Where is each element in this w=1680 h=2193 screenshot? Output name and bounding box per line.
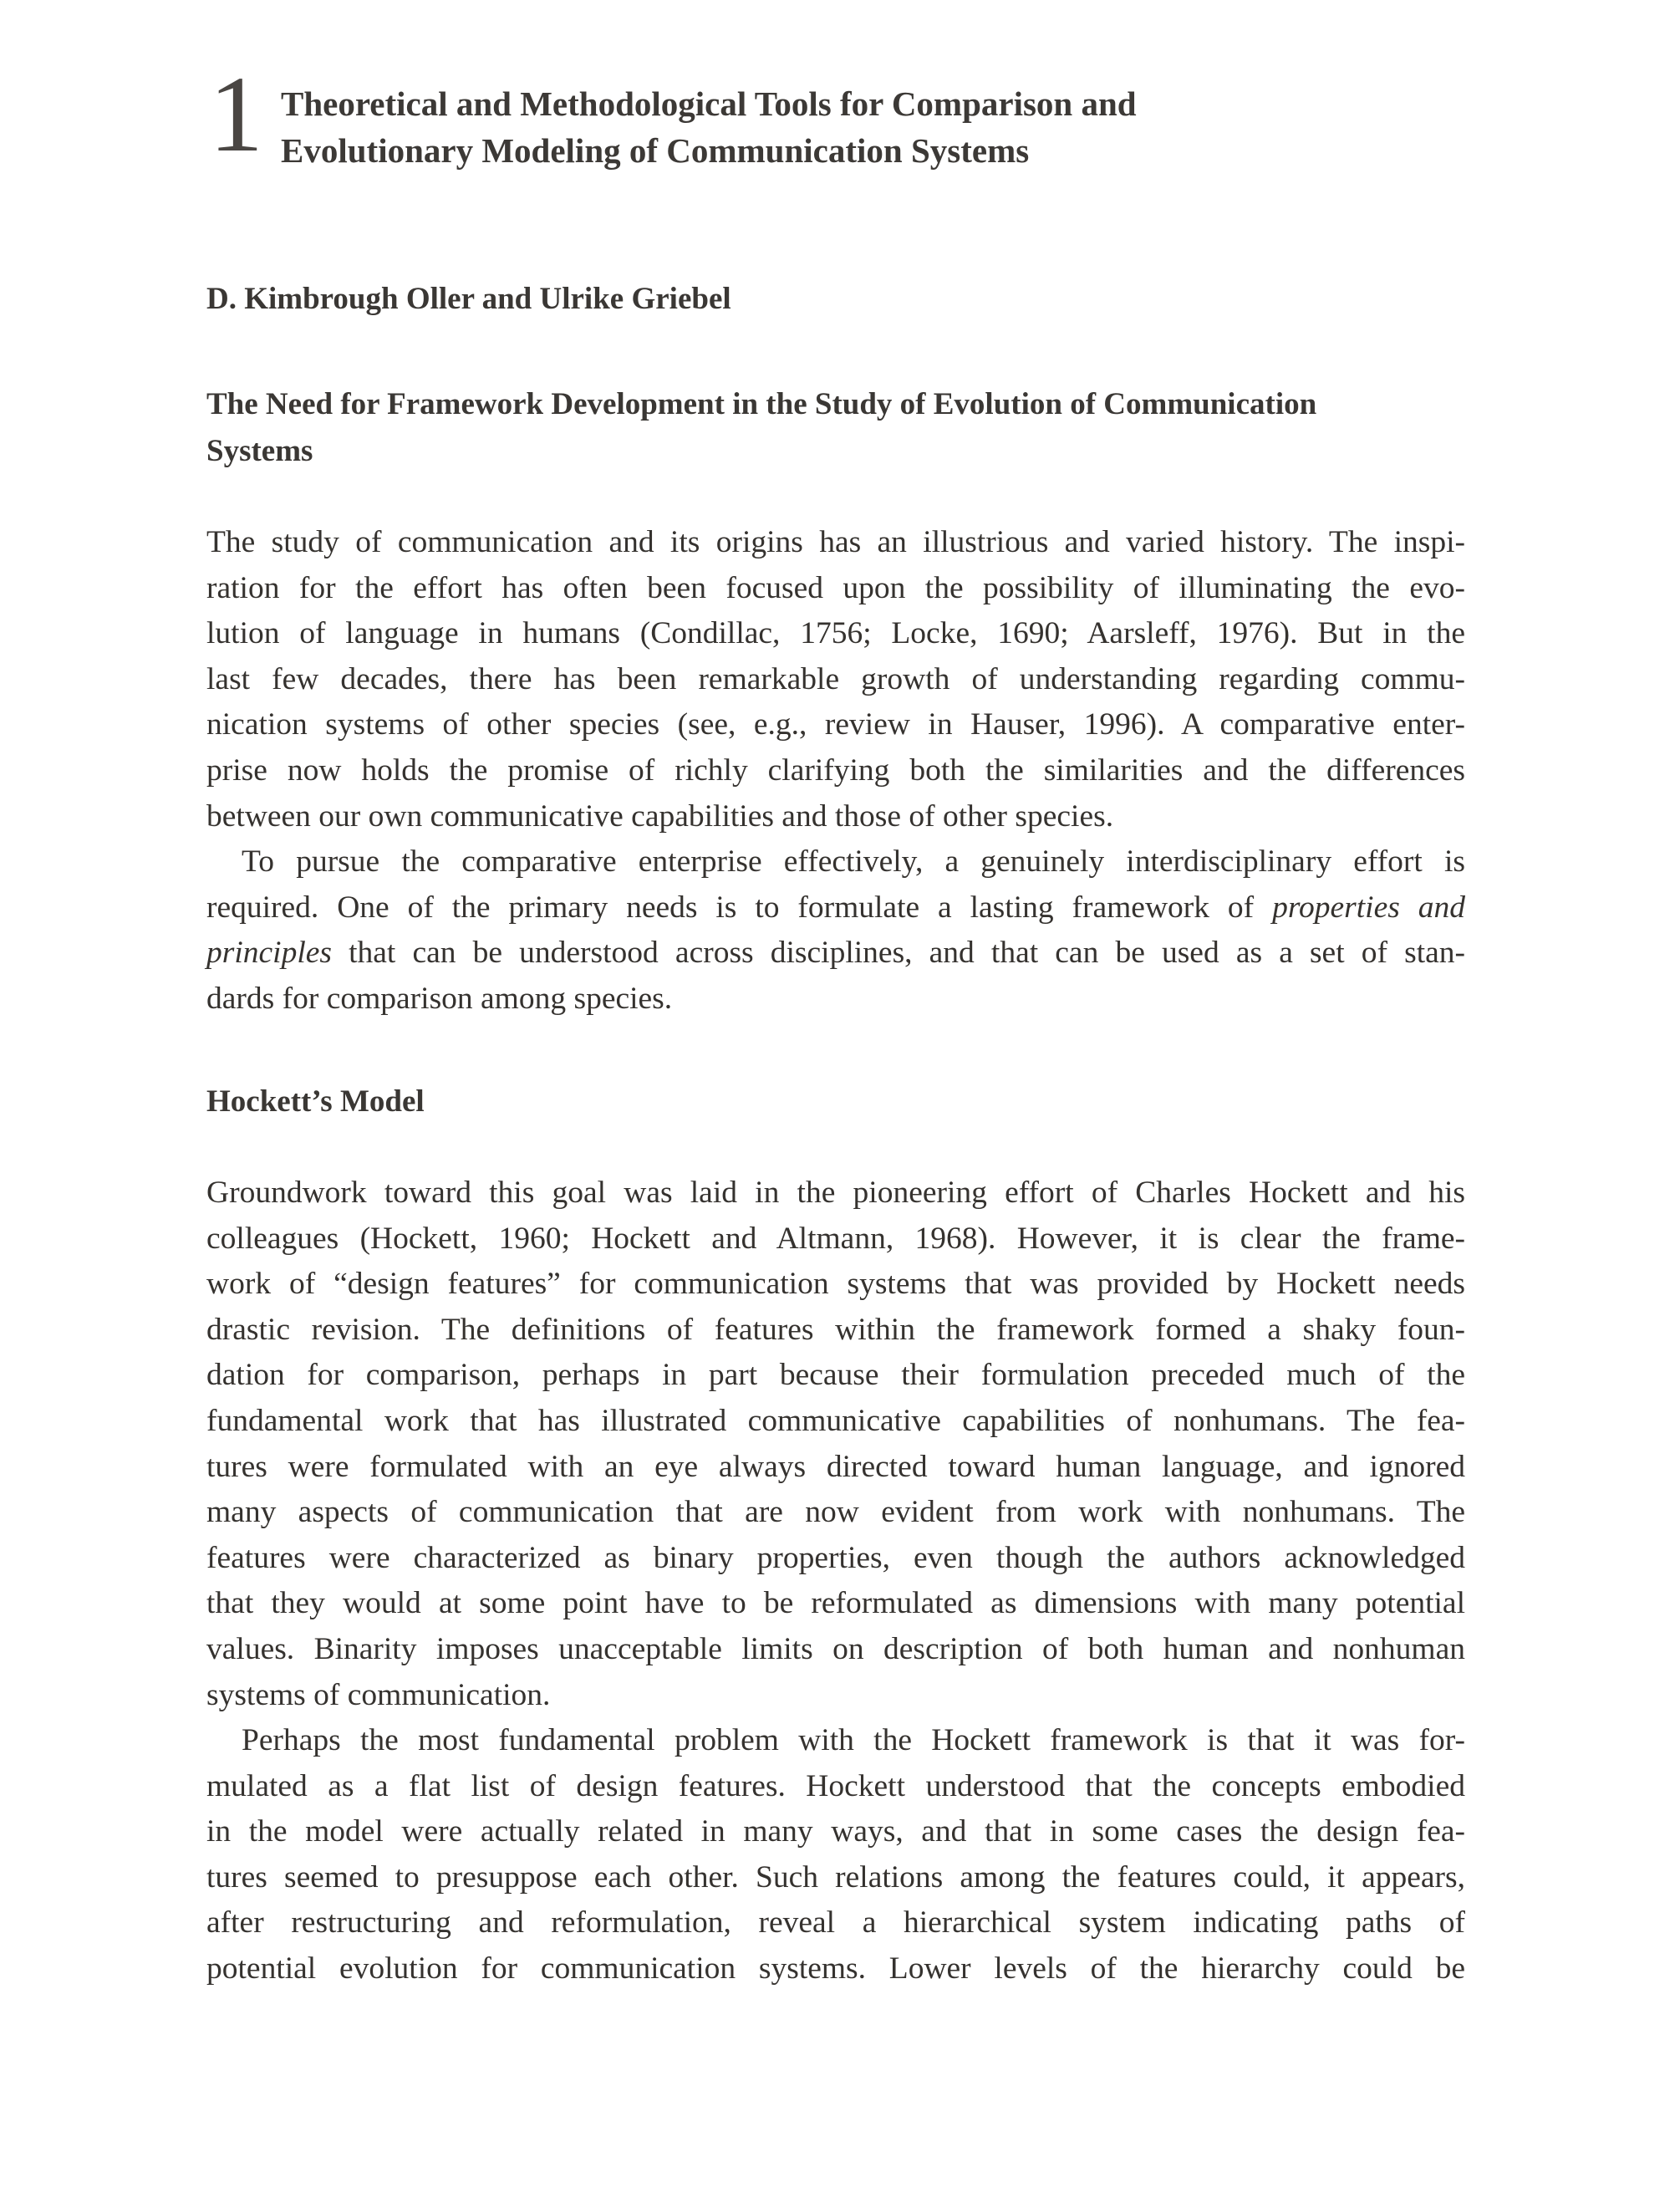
paragraph-line: between our own communicative capabilities and those of other species. bbox=[206, 798, 1114, 834]
text-run: required. One of the primary needs is to formulate a lasting framework of bbox=[206, 890, 1273, 925]
section-heading-line: Systems bbox=[206, 434, 313, 468]
chapter-title-line: Evolutionary Modeling of Communication Systems bbox=[281, 131, 1030, 170]
section-heading-hockett bbox=[206, 1079, 425, 1125]
paragraph-line: Perhaps the most fundamental problem with the Hockett framework is that it was for- bbox=[242, 1723, 1465, 1757]
paragraph-line: in the model were actually related in many ways, and that in some cases the design fea- bbox=[206, 1814, 1465, 1849]
section-heading-framework bbox=[206, 381, 1316, 475]
paragraph-line: after restructuring and reformulation, reveal a hierarchical system indicating paths of bbox=[206, 1905, 1465, 1941]
paragraph-line: last few decades, there has been remarkable growth of understanding regarding commu- bbox=[206, 661, 1465, 696]
paragraph-line: nication systems of other species (see, e.g., review in Hauser, 1996). A comparative enter- bbox=[206, 707, 1465, 742]
paragraph-line: dards for comparison among species. bbox=[206, 981, 673, 1016]
emphasis-text: properties and bbox=[1272, 890, 1466, 925]
paragraph-line: tures were formulated with an eye always directed toward human language, and ignored bbox=[206, 1449, 1465, 1484]
paragraph-line: prise now holds the promise of richly clarifying both the similarities and the differences bbox=[206, 752, 1465, 788]
paragraph-comparative bbox=[206, 839, 1465, 1022]
paragraph-line: dation for comparison, perhaps in part because their formulation preceded much of the bbox=[206, 1358, 1465, 1393]
paragraph-line: that they would at some point have to be reformulated as dimensions with many potential bbox=[206, 1586, 1465, 1621]
section-heading-line: The Need for Framework Development in the Study of Evolution of Communication bbox=[206, 387, 1317, 421]
authors-line: D. Kimbrough Oller and Ulrike Griebel bbox=[206, 282, 731, 316]
paragraph-flat-list bbox=[206, 1718, 1465, 1992]
paragraph-line: potential evolution for communication systems. Lower levels of the hierarchy could be bbox=[206, 1951, 1465, 1986]
paragraph-line: tures seemed to presuppose each other. Such relations among the features could, it appears, bbox=[206, 1859, 1465, 1895]
paragraph-line: drastic revision. The definitions of features within the framework formed a shaky foun- bbox=[206, 1312, 1465, 1347]
paragraph-line: fundamental work that has illustrated communicative capabilities of nonhumans. The fea- bbox=[206, 1403, 1465, 1438]
paragraph-intro bbox=[206, 520, 1465, 839]
paragraph-line: work of “design features” for communication systems that was provided by Hockett needs bbox=[206, 1267, 1465, 1302]
paragraph-line: systems of communication. bbox=[206, 1677, 551, 1712]
paragraph-line bbox=[206, 885, 1465, 931]
paragraph-line: To pursue the comparative enterprise effectively, a genuinely interdisciplinary effort is bbox=[242, 844, 1465, 879]
paragraph-line: ration for the effort has often been focused upon the possibility of illuminating the evo- bbox=[206, 570, 1465, 605]
paragraph-line: many aspects of communication that are now evident from work with nonhumans. The bbox=[206, 1495, 1465, 1530]
paragraph-line: features were characterized as binary properties, even though the authors acknowledged bbox=[206, 1540, 1465, 1575]
paragraph-line: values. Binarity imposes unacceptable limits on description of both human and nonhuman bbox=[206, 1631, 1465, 1666]
paragraph-line bbox=[206, 931, 1465, 977]
paragraph-line: mulated as a flat list of design features. Hockett understood that the concepts embodied bbox=[206, 1768, 1465, 1803]
chapter-number: 1 bbox=[209, 54, 263, 175]
paragraph-line: The study of communication and its origins has an illustrious and varied history. The inspi- bbox=[206, 525, 1465, 559]
paragraph-line: lution of language in humans (Condillac, 1756; Locke, 1690; Aarsleff, 1976). But in the bbox=[206, 616, 1465, 651]
text-run: that can be understood across disciplines, and that can be used as a set of stan- bbox=[331, 936, 1465, 971]
emphasis-text: principles bbox=[206, 936, 332, 971]
chapter-title-line: Theoretical and Methodological Tools for Comparison and bbox=[281, 84, 1137, 123]
section-heading-line: Hockett’s Model bbox=[206, 1084, 425, 1119]
paragraph-groundwork bbox=[206, 1170, 1465, 1718]
paragraph-line: colleagues (Hockett, 1960; Hockett and Altmann, 1968). However, it is clear the frame- bbox=[206, 1221, 1465, 1256]
chapter-title bbox=[281, 80, 1137, 174]
paragraph-line: Groundwork toward this goal was laid in the pioneering effort of Charles Hockett and his bbox=[206, 1176, 1465, 1210]
